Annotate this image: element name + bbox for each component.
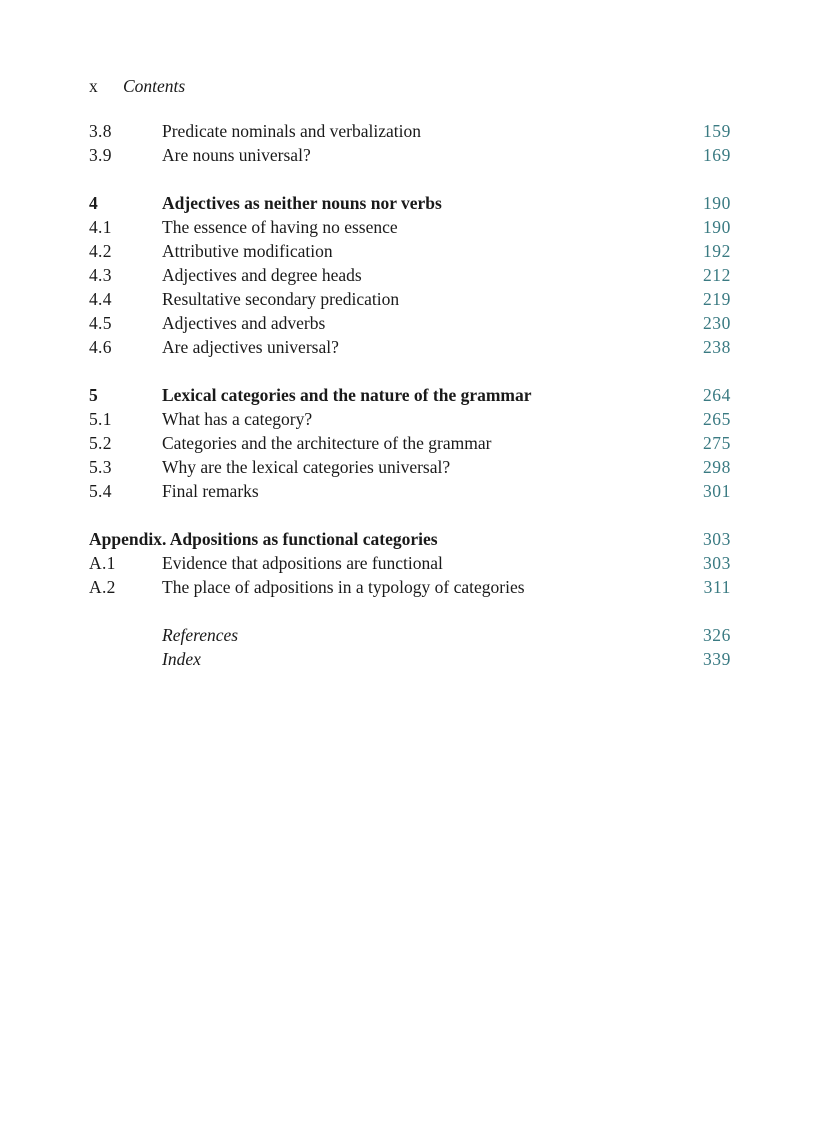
- toc-entry[interactable]: [89, 575, 731, 599]
- page-folio: x: [89, 76, 98, 96]
- page-link[interactable]: 303: [702, 529, 731, 549]
- toc-entry[interactable]: [89, 431, 731, 455]
- page-link[interactable]: 264: [702, 385, 731, 405]
- page-link[interactable]: 212: [702, 265, 731, 285]
- toc-entry[interactable]: [89, 551, 731, 575]
- page-link[interactable]: 190: [702, 217, 731, 237]
- page-link[interactable]: 159: [702, 121, 731, 141]
- page-link[interactable]: 303: [702, 553, 731, 573]
- running-head: [89, 74, 185, 98]
- page-link[interactable]: 192: [702, 241, 731, 261]
- toc-entry[interactable]: [89, 215, 731, 239]
- section-title: Adjectives and degree heads: [162, 265, 362, 285]
- toc-entry[interactable]: [89, 479, 731, 503]
- section-number: A.2: [89, 577, 116, 597]
- section-number: A.1: [89, 553, 116, 573]
- spacer: [89, 167, 731, 191]
- page-link[interactable]: 311: [703, 577, 731, 597]
- section-number: 3.9: [89, 145, 112, 165]
- page-link[interactable]: 190: [702, 193, 731, 213]
- chapter-title: Lexical categories and the nature of the grammar: [162, 385, 532, 405]
- toc-appendix-entry[interactable]: [89, 527, 731, 551]
- section-title: Categories and the architecture of the grammar: [162, 433, 492, 453]
- page-link[interactable]: 169: [702, 145, 731, 165]
- references-title: References: [162, 625, 239, 645]
- toc-entry[interactable]: [89, 263, 731, 287]
- section-number: 4.2: [89, 241, 112, 261]
- section-number: 4.5: [89, 313, 112, 333]
- page-link[interactable]: 298: [702, 457, 731, 477]
- index-title: Index: [162, 649, 201, 669]
- page-link[interactable]: 238: [702, 337, 731, 357]
- toc-entry[interactable]: [89, 239, 731, 263]
- toc-entry[interactable]: [89, 287, 731, 311]
- toc-entry[interactable]: [89, 119, 731, 143]
- section-title: Are nouns universal?: [162, 145, 311, 165]
- toc-back-matter-entry[interactable]: [89, 647, 731, 671]
- section-title: Evidence that adpositions are functional: [162, 553, 443, 573]
- section-number: 4.6: [89, 337, 112, 357]
- spacer: [89, 503, 731, 527]
- page-link[interactable]: 275: [702, 433, 731, 453]
- toc-entry[interactable]: [89, 311, 731, 335]
- chapter-title: Adjectives as neither nouns nor verbs: [162, 193, 442, 213]
- page-link[interactable]: 301: [702, 481, 731, 501]
- section-number: 3.8: [89, 121, 112, 141]
- section-title: What has a category?: [162, 409, 313, 429]
- toc-chapter-entry[interactable]: [89, 383, 731, 407]
- section-number: 4.4: [89, 289, 112, 309]
- page-link[interactable]: 339: [702, 649, 731, 669]
- section-title: Are adjectives universal?: [162, 337, 339, 357]
- toc-entry[interactable]: [89, 143, 731, 167]
- section-number: 5.1: [89, 409, 112, 429]
- section-title: The essence of having no essence: [162, 217, 398, 237]
- section-title: Predicate nominals and verbalization: [162, 121, 422, 141]
- spacer: [89, 359, 731, 383]
- section-title: Final remarks: [162, 481, 259, 501]
- section-number: 5.3: [89, 457, 112, 477]
- toc-chapter-entry[interactable]: [89, 191, 731, 215]
- chapter-number: 4: [89, 193, 99, 213]
- section-title: Resultative secondary predication: [162, 289, 400, 309]
- section-number: 5.2: [89, 433, 112, 453]
- table-of-contents: [89, 119, 731, 671]
- section-number: 4.3: [89, 265, 112, 285]
- toc-entry[interactable]: [89, 407, 731, 431]
- page-link[interactable]: 326: [702, 625, 731, 645]
- page-link[interactable]: 265: [702, 409, 731, 429]
- section-title: Why are the lexical categories universal?: [162, 457, 451, 477]
- spacer: [89, 599, 731, 623]
- section-number: 4.1: [89, 217, 112, 237]
- running-head-title: Contents: [123, 76, 186, 96]
- section-number: 5.4: [89, 481, 112, 501]
- toc-entry[interactable]: [89, 335, 731, 359]
- section-title: The place of adpositions in a typology of categories: [162, 577, 525, 597]
- chapter-number: 5: [89, 385, 99, 405]
- page-link[interactable]: 219: [702, 289, 731, 309]
- page-link[interactable]: 230: [702, 313, 731, 333]
- toc-back-matter-entry[interactable]: [89, 623, 731, 647]
- section-title: Attributive modification: [162, 241, 333, 261]
- toc-entry[interactable]: [89, 455, 731, 479]
- appendix-title: Appendix. Adpositions as functional categories: [89, 529, 438, 549]
- section-title: Adjectives and adverbs: [162, 313, 326, 333]
